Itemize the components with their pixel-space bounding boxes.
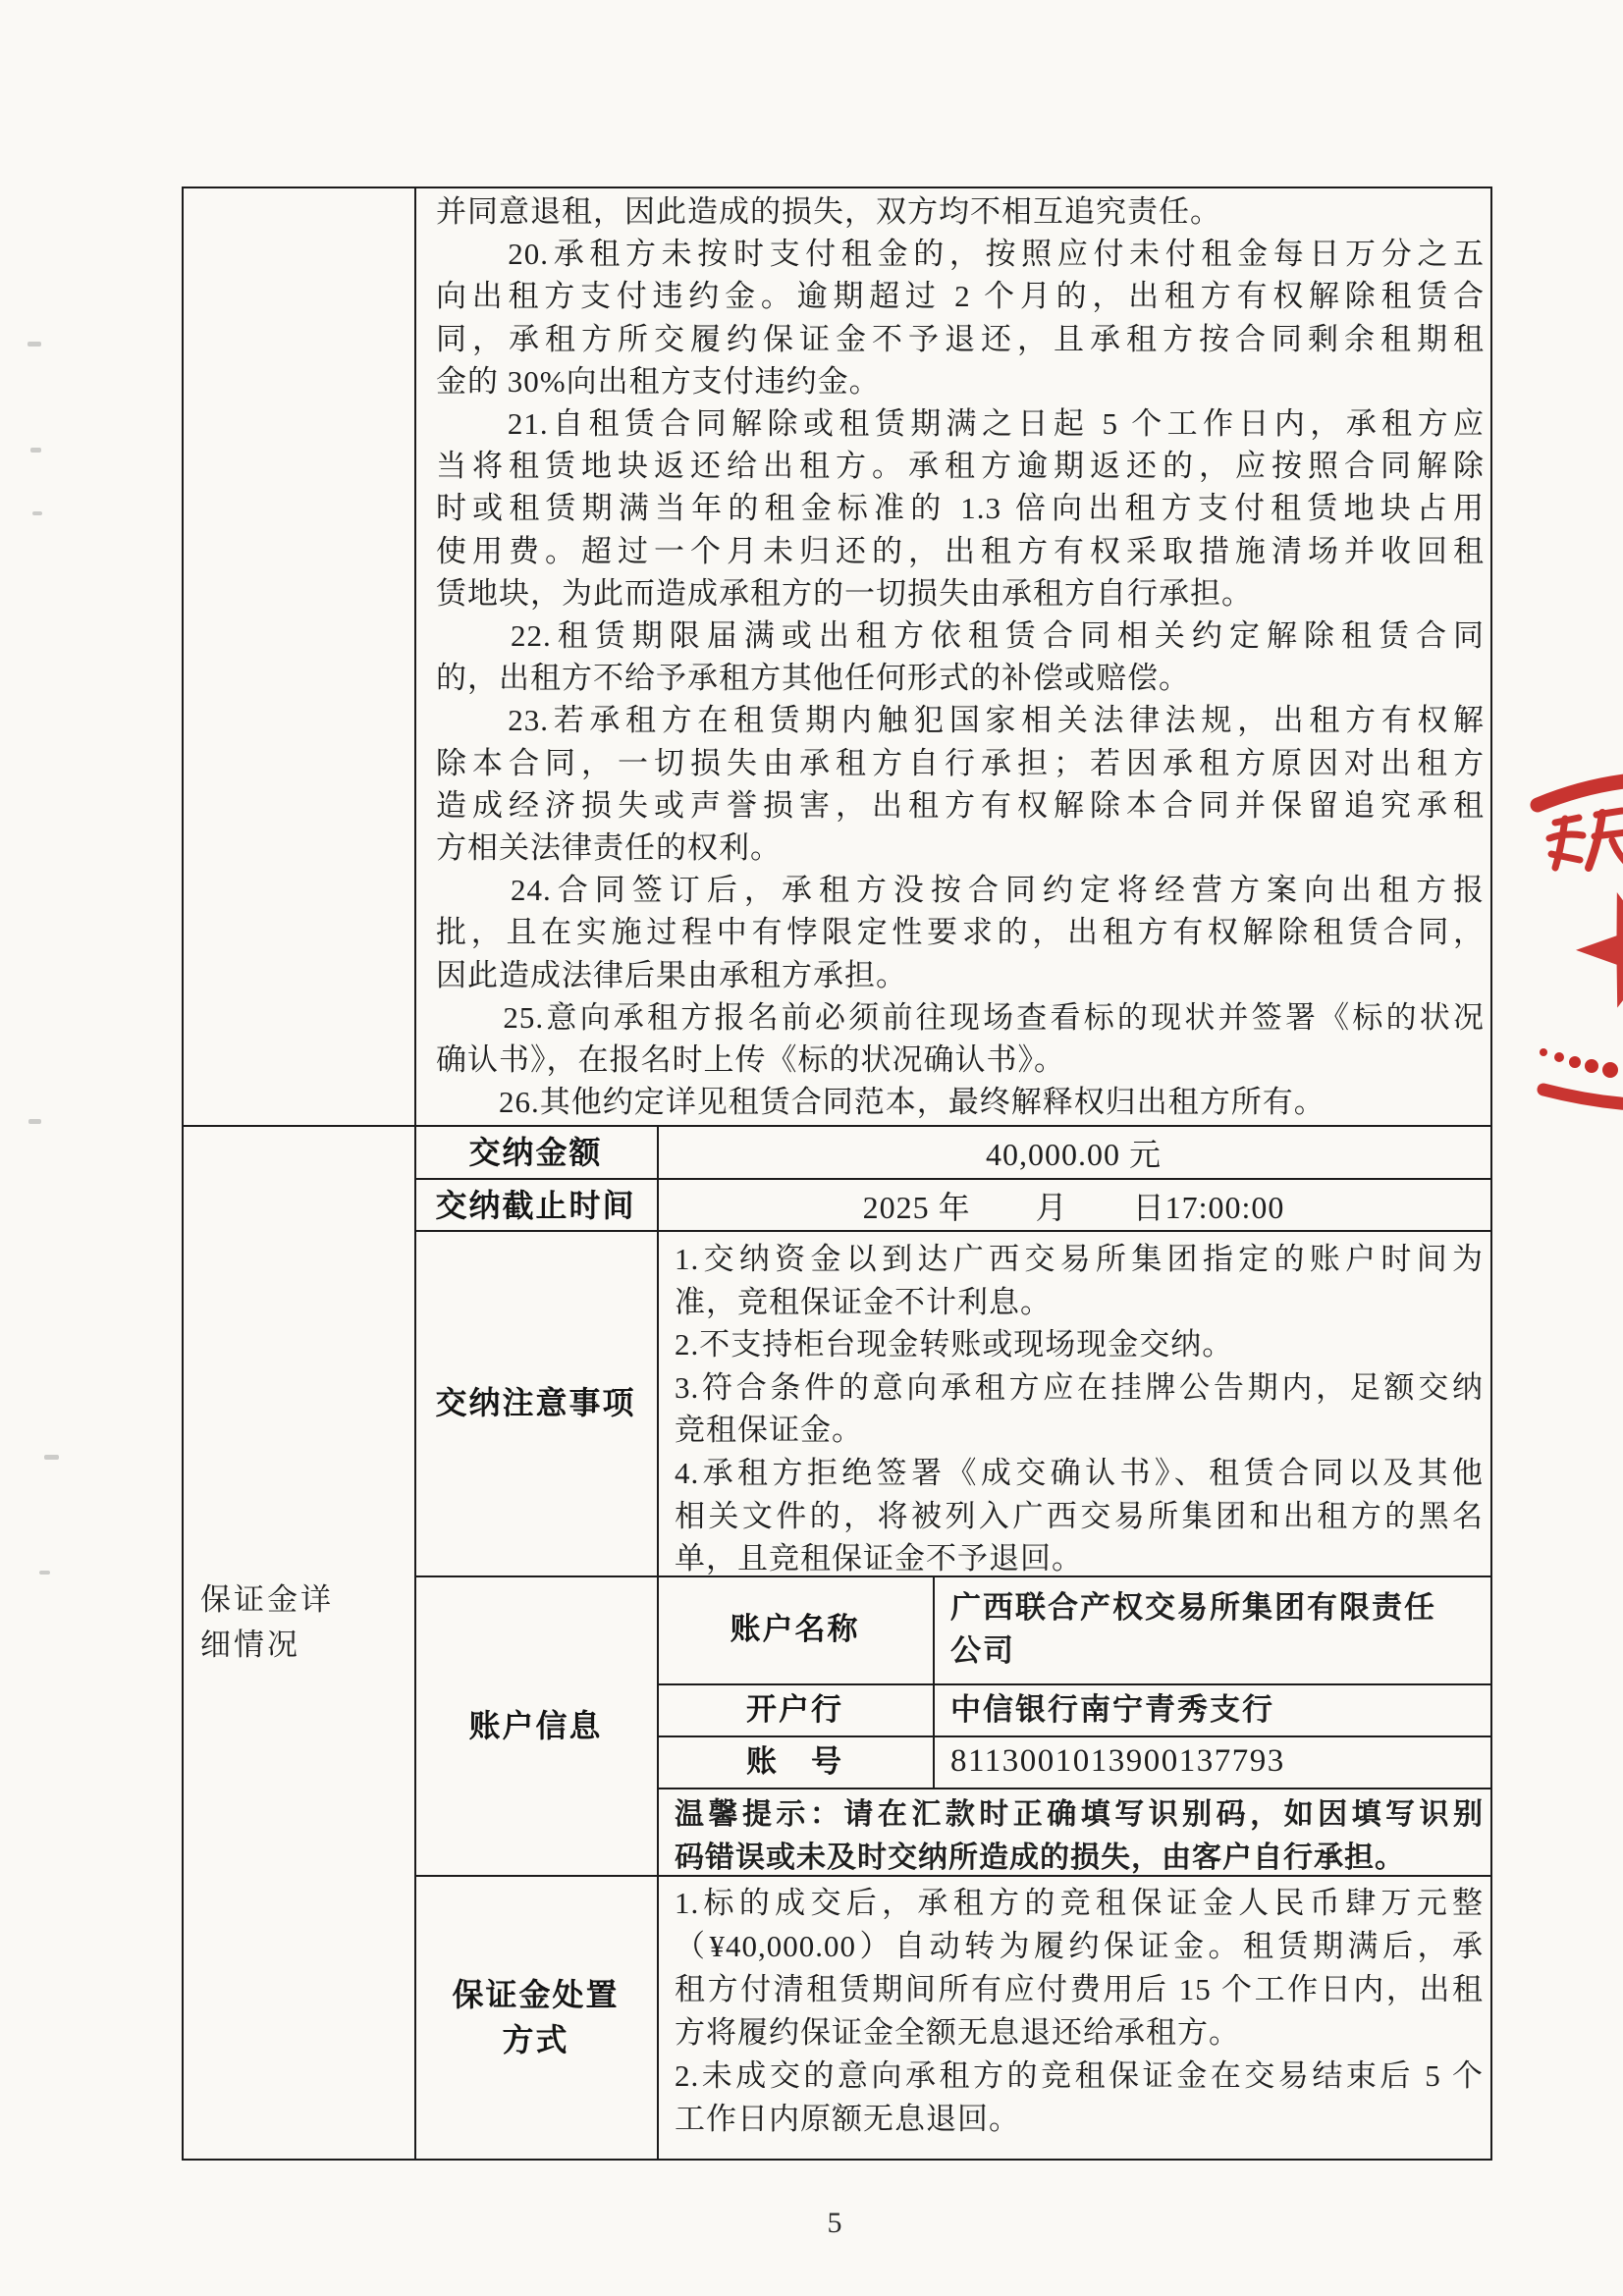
handling-label-line1: 保证金处置	[452, 1976, 620, 2012]
transfer-tip-text	[675, 1793, 1484, 1879]
text-line: 单，且竞租保证金不予退回。	[675, 1541, 1083, 1576]
scan-artifact	[30, 448, 41, 453]
text-line: 竞租保证金。	[675, 1413, 863, 1448]
text-line: 23.若承租方在租赁期内触犯国家相关法律法规，出租方有权解	[436, 703, 1485, 738]
text-line: 当将租赁地块返还给出租方。承租方逾期返还的，应按照合同解除	[436, 449, 1485, 484]
text-line: 1.交纳资金以到达广西交易所集团指定的账户时间为	[675, 1242, 1484, 1276]
table-border-top	[182, 187, 1492, 188]
handling-label	[414, 1875, 657, 2159]
text-line: 25.意向承租方报名前必须前往现场查看标的现状并签署《标的状况	[436, 999, 1485, 1035]
deadline-value: 2025 年 月 日17:00:00	[862, 1189, 1285, 1225]
account-number-label: 账 号	[746, 1743, 843, 1779]
text-line: 方将履约保证金全额无息退还给承租方。	[675, 2015, 1240, 2050]
text-line: 24.合同签订后，承租方没按合同约定将经营方案向出租方报	[436, 873, 1485, 908]
text-line: 工作日内原额无息退回。	[675, 2102, 1020, 2136]
text-line: 准，竞租保证金不计利息。	[675, 1284, 1052, 1319]
text-line: 因此造成法律后果由承租方承担。	[436, 957, 907, 992]
text-line: 租方付清租赁期间所有应付费用后 15 个工作日内，出租	[675, 1972, 1484, 2006]
text-line: 2.不支持柜台现金转账或现场现金交纳。	[675, 1327, 1234, 1362]
text-line: 4.承租方拒绝签署《成交确认书》、租赁合同以及其他	[675, 1455, 1484, 1490]
text-line: 批，且在实施过程中有悖限定性要求的，出租方有权解除租赁合同，	[436, 915, 1485, 950]
scan-artifact	[39, 1571, 50, 1575]
table-border-left	[182, 187, 184, 2161]
scan-artifact	[32, 511, 42, 515]
notes-text	[675, 1238, 1484, 1580]
text-line: 除本合同，一切损失由承租方自行承担；若因承租方原因对出租方	[436, 745, 1485, 780]
amount-label: 交纳金额	[468, 1135, 603, 1170]
text-line: 1.标的成交后，承租方的竞租保证金人民币肆万元整	[675, 1886, 1484, 1920]
contract-terms-text	[436, 190, 1485, 1123]
deposit-section-label-line2: 细情况	[200, 1628, 300, 1662]
text-line: （¥40,000.00）自动转为履约保证金。租赁期满后，承	[675, 1929, 1484, 1963]
text-line: 向出租方支付违约金。逾期超过 2 个月的，出租方有权解除租赁合	[436, 279, 1485, 314]
text-line: 码错误或未及时交纳所造成的损失，由客户自行承担。	[675, 1841, 1405, 1874]
account-info-label: 账户信息	[468, 1707, 603, 1743]
text-line: 20.承租方未按时支付租金的，按照应付未付租金每日万分之五	[436, 237, 1485, 272]
bank-label: 开户行	[746, 1691, 843, 1727]
text-line: 时或租赁期满当年的租金标准的 1.3 倍向出租方支付租赁地块占用	[436, 491, 1485, 526]
text-line: 温馨提示：请在汇款时正确填写识别码，如因填写识别	[675, 1798, 1484, 1831]
text-line: 2.未成交的意向承租方的竞租保证金在交易结束后 5 个	[675, 2058, 1484, 2093]
text-line: 同，承租方所交履约保证金不予退还，且承租方按合同剩余租期租	[436, 321, 1485, 356]
account-name-label: 账户名称	[730, 1612, 860, 1646]
text-line: 的，出租方不给予承租方其他任何形式的补偿或赔偿。	[436, 661, 1190, 696]
text-line: 金的 30%向出租方支付违约金。	[436, 363, 881, 399]
text-line: 方相关法律责任的权利。	[436, 830, 782, 866]
text-line: 造成经济损失或声誉损害，出租方有权解除本合同并保留追究承租	[436, 787, 1485, 823]
text-line: 赁地块，为此而造成承租方的一切损失由承租方自行承担。	[436, 575, 1253, 611]
notes-label: 交纳注意事项	[435, 1385, 636, 1420]
text-line: 确认书》，在报名时上传《标的状况确认书》。	[436, 1042, 1065, 1078]
account-number-value: 8113001013900137793	[950, 1743, 1285, 1779]
page-number: 5	[827, 2207, 842, 2239]
scan-artifact	[28, 1119, 41, 1124]
text-line: 3.符合条件的意向承租方应在挂牌公告期内，足额交纳	[675, 1369, 1484, 1405]
text-line: 26.其他约定详见租赁合同范本，最终解释权归出租方所有。	[436, 1085, 1325, 1120]
red-seal-stamp	[1487, 758, 1623, 1141]
deposit-section-label-line1: 保证金详	[200, 1582, 334, 1617]
text-line: 22.租赁期限届满或出租方依租赁合同相关约定解除租赁合同	[436, 618, 1485, 654]
text-line: 使用费。超过一个月未归还的，出租方有权采取措施清场并收回租	[436, 533, 1485, 568]
text-line: 21.自租赁合同解除或租赁期满之日起 5 个工作日内，承租方应	[436, 406, 1485, 442]
table-border-bottom	[182, 2159, 1492, 2161]
scan-artifact	[44, 1455, 59, 1460]
handling-text	[675, 1882, 1484, 2141]
amount-value: 40,000.00 元	[985, 1137, 1162, 1172]
deposit-section-label	[200, 1577, 334, 1668]
table-border-right	[1490, 187, 1492, 2161]
bank-value: 中信银行南宁青秀支行	[950, 1691, 1274, 1727]
text-line: 并同意退租，因此造成的损失，双方均不相互追究责任。	[436, 194, 1221, 229]
row-line-acctno-bottom	[657, 1788, 1492, 1789]
scan-artifact	[27, 342, 41, 347]
handling-label-line2: 方式	[502, 2021, 569, 2057]
account-name-value: 广西联合产权交易所集团有限责任公司	[950, 1590, 1436, 1668]
text-line: 相关文件的，将被列入广西交易所集团和出租方的黑名	[675, 1498, 1484, 1533]
deadline-label: 交纳截止时间	[435, 1187, 636, 1223]
